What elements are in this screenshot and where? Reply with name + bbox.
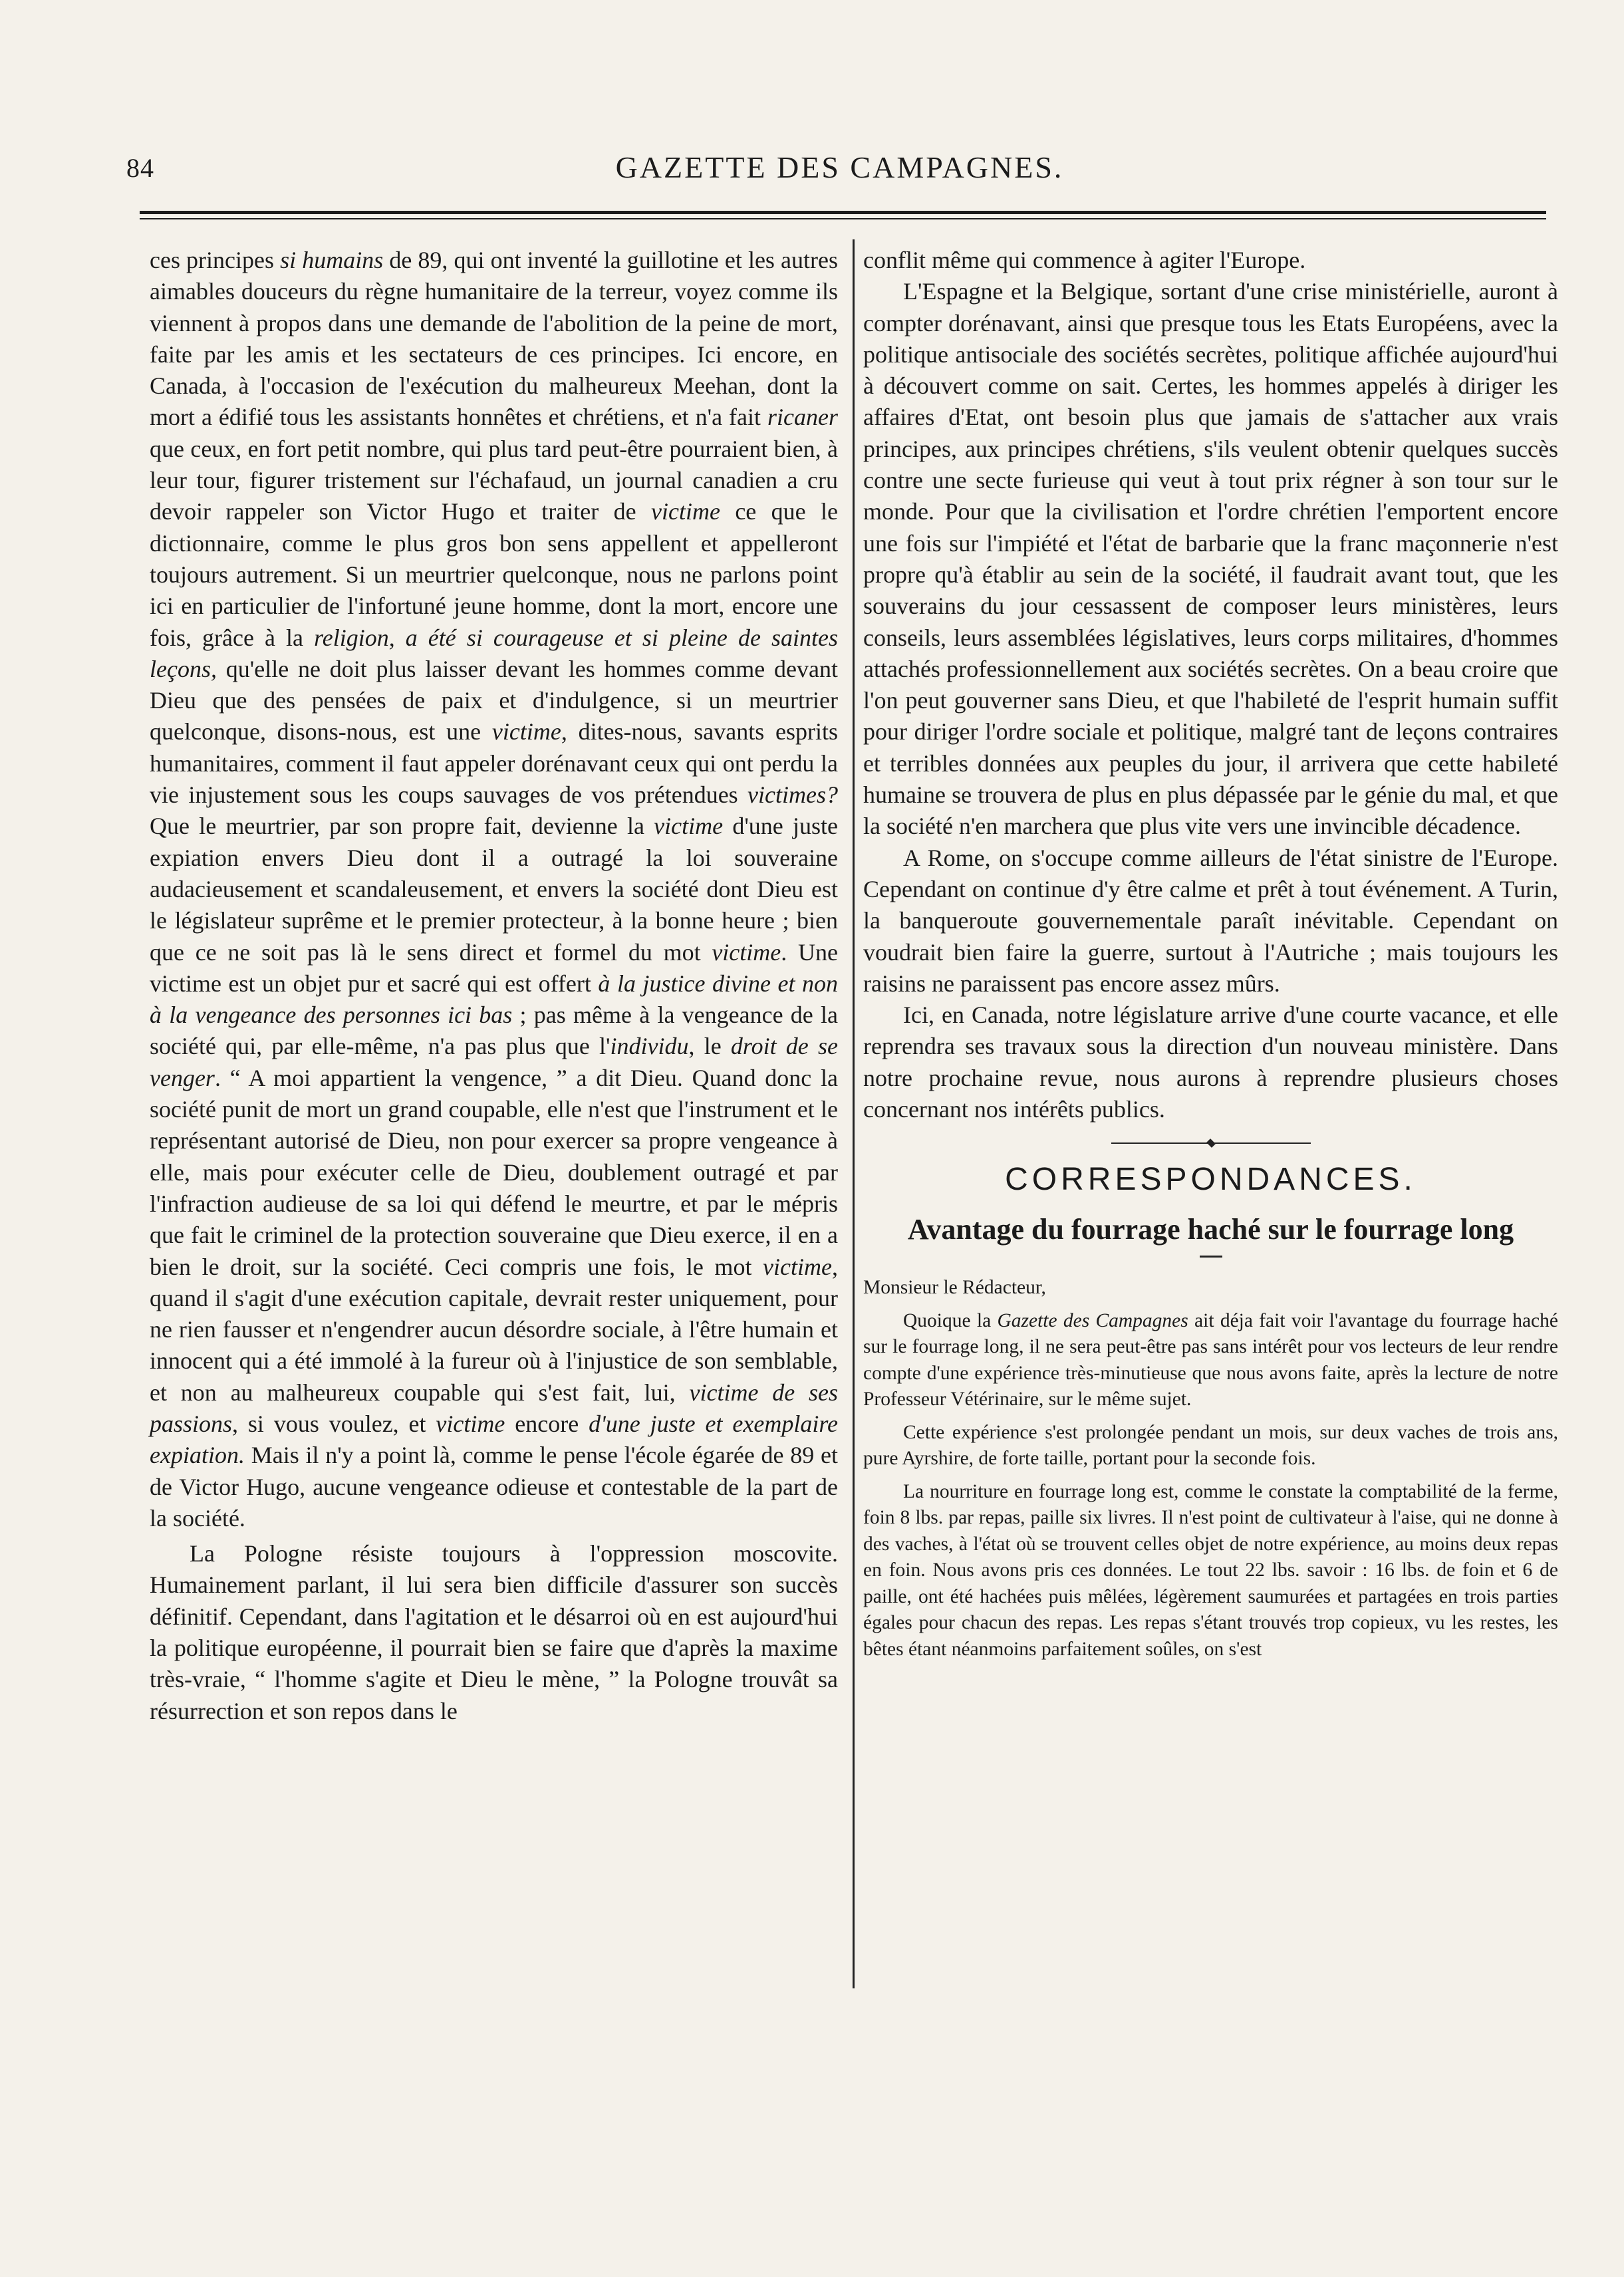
italic-span: ricaner — [767, 404, 838, 431]
italic-span: victime — [436, 1410, 505, 1437]
right-paragraph-3: A Rome, on s'occupe comme ailleurs de l'état sinistre de l'Europe. Cependant on continue d'y être calme et prêt à tout événement. A Turin, la banqueroute gouvernementale paraît inévitable. Cependant on voudrait bien faire la guerre, surtout à l'Autriche ; mais toujours les raisins ne paraissent pas encore assez mûrs. — [863, 844, 1558, 997]
left-column — [150, 245, 838, 1727]
italic-span: droit de se venger — [150, 1033, 838, 1091]
italic-span: victime — [654, 813, 724, 840]
italic-span: victime — [763, 1253, 832, 1280]
italic-span: Gazette des Campagnes — [997, 1309, 1188, 1331]
italic-span: si humains — [280, 247, 384, 273]
right-paragraph-1: conflit même qui commence à agiter l'Europe. — [863, 247, 1306, 273]
header-rule-thick — [140, 211, 1546, 214]
page-title: GAZETTE DES CAMPAGNES. — [615, 150, 1064, 184]
left-paragraph-1: ces principes si humains de 89, qui ont inventé la guillotine et les autres aimables douceurs du règne humanitaire de la terreur, voyez comme ils viennent à propos dans une demande de l'abolition de la peine de mort, faite par les amis et les sectateurs de ces principes. Ici encore, en Canada, à l'occasion de l'exécution du malheureux Meehan, dont la mort a édifié tous les assistants honnêtes et chrétiens, et n'a fait ricaner que ceux, en fort petit nombre, qui plus tard peut-être pourraient bien, à leur tour, figurer tristement sur l'échafaud, un journal canadien a cru devoir rappeler son Victor Hugo et traiter de victime ce que le dictionnaire, comme le plus gros bon sens appellent et appelleront toujours autrement. Si un meurtrier quelconque, nous ne parlons point ici en particulier de l'infortuné jeune homme, dont la mort, encore une fois, grâce à la religion, a été si courageuse et si pleine de saintes leçons, qu'elle ne doit plus laisser devant les hommes comme devant Dieu que des pensées de paix et d'indulgence, si un meurtrier quelconque, disons-nous, est une victime, dites-nous, savants esprits humanitaires, comment il faut appeler dorénavant ceux qui ont perdu la vie injustement sous les coups sauvages de vos prétendues victimes? Que le meurtrier, par son propre fait, devienne la victime d'une juste expiation envers Dieu dont il a outragé la loi souveraine audacieusement et scandaleusement, et envers la société dont Dieu est le législateur suprême et le premier protecteur, à la bonne heure ; bien que ce ne soit pas là le sens direct et formel du mot victime. Une victime est un objet pur et sacré qui est offert à la justice divine et non à la vengeance des personnes ici bas ; pas même à la vengeance de la société qui, par elle-même, n'a pas plus que l'individu, le droit de se venger. “ A moi appartient la vengence, ” a dit Dieu. Quand donc la société punit de mort un grand coupable, elle n'est que l'instrument et le représentant autorisé de Dieu, non pour exercer sa propre vengeance à elle, mais pour exécuter celle de Dieu, doublement outragé et par l'infraction audieuse de sa loi qui défend le meurtre, et par le mépris que fait le criminel de la protection souveraine que Dieu exerce, il en a bien le droit, sur la société. Ceci compris une fois, le mot victime, quand il s'agit d'une exécution capitale, devrait rester uniquement, pour ne rien fausser et n'engendrer aucun désordre sociale, à l'être humain et innocent qui a été immolé à la fureur où à l'injustice de son semblable, et non au malheureux coupable qui s'est fait, lui, victime de ses passions, si vous voulez, et victime encore d'une juste et exemplaire expiation. Mais il n'y a point là, comme le pense l'école égarée de 89 et de Victor Hugo, aucune vengeance odieuse et contestable de la part de la société. — [150, 247, 838, 1532]
right-column — [863, 245, 1558, 1663]
column-divider — [853, 239, 855, 1988]
italic-span: victime — [650, 498, 720, 525]
letter-paragraph-1: Quoique la Gazette des Campagnes ait déja fait voir l'avantage du fourrage haché sur le fourrage long, il ne sera peut-être pas sans intérêt pour vos lecteurs de leur rendre compte d'une expérience très-minutieuse que nous avons faite, après la lecture de notre Professeur Vétérinaire, sur le même sujet. — [863, 1309, 1558, 1410]
header-rule-thin — [140, 218, 1546, 219]
section-heading: CORRESPONDANCES. — [1005, 1162, 1417, 1198]
italic-span: victime — [491, 718, 561, 745]
page-number: 84 — [126, 153, 154, 183]
italic-span: victime de ses passions — [150, 1379, 838, 1437]
italic-span: victimes? — [747, 781, 838, 809]
right-paragraph-4: Ici, en Canada, notre législature arrive d'une courte vacance, et elle reprendra ses travaux sous la direction d'un nouveau ministère. Dans notre prochaine revue, nous aurons à reprendre plusieurs choses concernant nos intérêts publics. — [863, 1002, 1558, 1123]
title-dash — [1200, 1256, 1222, 1258]
letter-paragraph-3: La nourriture en fourrage long est, comme le constate la comptabilité de la ferme, foin 8 lbs. par repas, paille six livres. Il n'est point de cultivateur à l'aise, qui ne donne à des vaches, à l'état où se trouvent celles objet de notre expérience, au moins deux repas en foin. Nous avons pris ces données. Le tout 22 lbs. savoir : 16 lbs. de foin et 6 de paille, ont été hachées puis mêlées, légèrement saumurées et partagées en trois parties égales pour chacun des repas. Les repas s'étant trouvés trop copieux, vu les restes, les bêtes étant néanmoins parfaitement soûles, on s'est — [863, 1480, 1558, 1660]
italic-span: individu — [610, 1033, 689, 1060]
letter-paragraph-2: Cette expérience s'est prolongée pendant un mois, sur deux vaches de trois ans, pure Ayrshire, de forte taille, portant pour la seconde fois. — [863, 1421, 1558, 1470]
article-title: Avantage du fourrage haché sur le fourrage long — [907, 1213, 1514, 1246]
right-paragraph-2: L'Espagne et la Belgique, sortant d'une crise ministérielle, auront à compter dorénavant, ainsi que presque tous les Etats Européens, avec la politique antisociale des sociétés secrètes, politique affichée aujourd'hui à découvert comme on sait. Certes, les hommes appelés à diriger les affaires d'Etat, ont besoin plus que jamais de s'attacher aux vrais principes, aux principes chrétiens, s'ils veulent obtenir quelques succès contre une secte furieuse qui veut à tout prix régner à son tour sur le monde. Pour que la civilisation et l'ordre chrétien l'emportent encore une fois sur l'impiété et l'état de barbarie que la franc maçonnerie n'est propre qu'à établir au sein de la société, il faudrait avant tout, que les souverains du jour cessassent de composer leurs ministères, leurs conseils, leurs assemblées législatives, leurs corps militaires, d'hommes attachés professionnellement aux sociétés secrètes. On a beau croire que l'on peut gouverner sans Dieu, et que l'habileté de l'esprit humain suffit pour diriger l'ordre sociale et politique, malgré tant de leçons contraires et terribles données aux peuples du jour, il arrivera que cette habileté humaine se trouvera de plus en plus dépassée par le génie du mal, et que la société n'en marchera que plus vite vers une invincible décadence. — [863, 278, 1558, 840]
italic-span: religion, a été si courageuse et si pleine de saintes leçons, — [150, 624, 838, 682]
letter-salutation: Monsieur le Rédacteur, — [863, 1277, 1046, 1299]
section-separator — [1111, 1142, 1311, 1144]
page-header — [126, 143, 1553, 190]
italic-span: victime — [712, 938, 781, 966]
italic-span: à la justice divine et non à la vengeance des personnes ici bas — [150, 970, 838, 1029]
left-paragraph-2: La Pologne résiste toujours à l'oppression moscovite. Humainement parlant, il lui sera bien difficile d'assurer son succès définitif. Cependant, dans l'agitation et le désarroi où en est aujourd'hui la politique européenne, il pourrait bien se faire que d'après la maxime très-vraie, “ l'homme s'agite et Dieu le mène, ” la Pologne trouvât sa résurrection et son repos dans le — [150, 1540, 838, 1724]
italic-span: d'une juste et exemplaire expiation. — [150, 1410, 838, 1469]
